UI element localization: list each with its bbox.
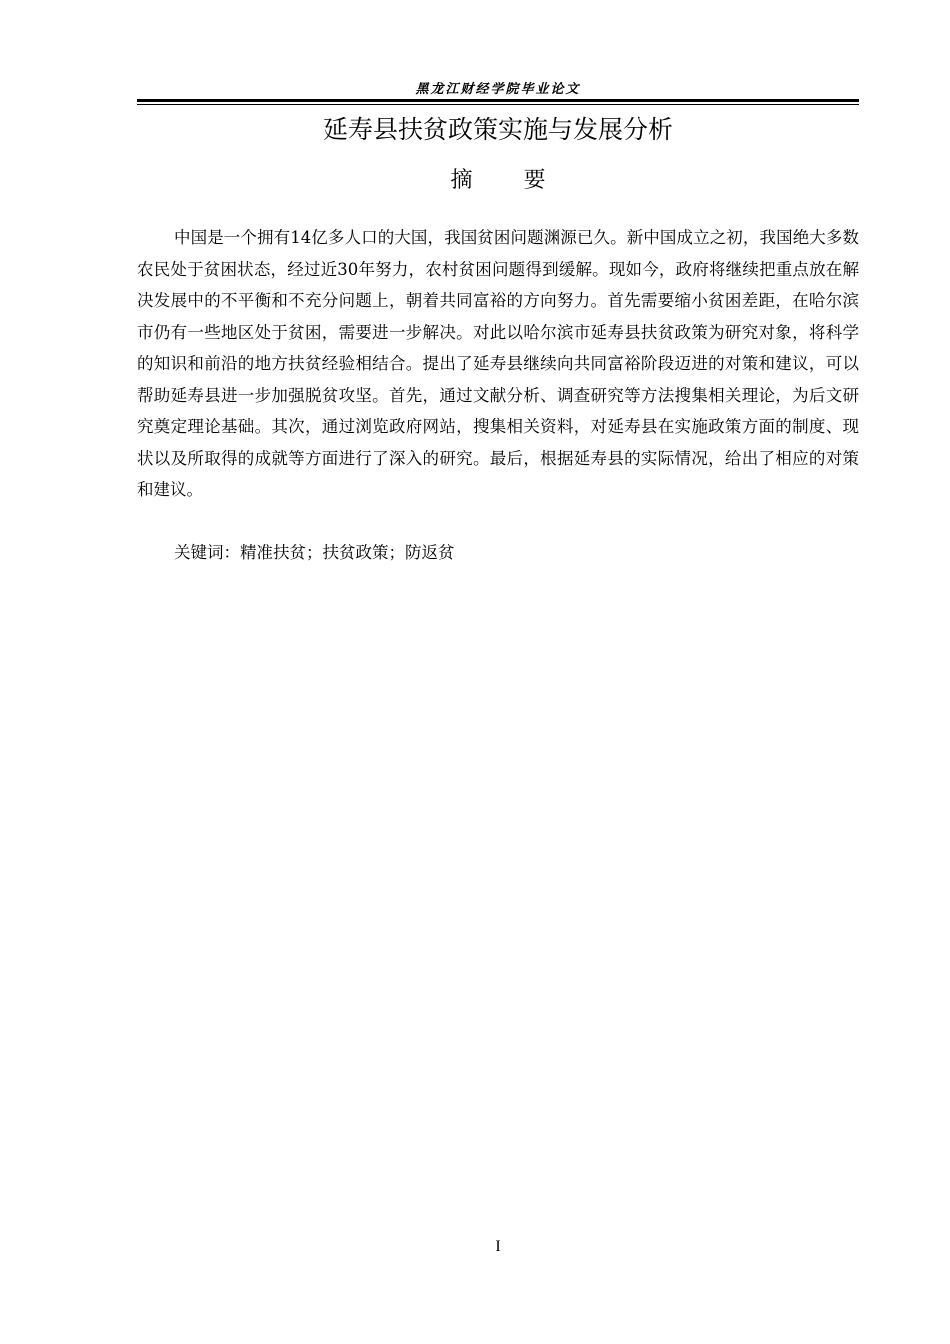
abstract-heading: 摘 要: [450, 168, 546, 193]
abstract-paragraph: 中国是一个拥有14亿多人口的大国，我国贫困问题渊源已久。新中国成立之初，我国绝大多数农民处于贫困状态，经过近30年努力，农村贫困问题得到缓解。现如今，政府将继续把重点放在解决发展中的不平衡和不充分问题上，朝着共同富裕的方向努力。首先需要缩小贫困差距，在哈尔滨市仍有一些地区处于贫困，需要进一步解决。对此以哈尔滨市延寿县扶贫政策为研究对象，将科学的知识和前沿的地方扶贫经验相结合。提出了延寿县继续向共同富裕阶段迈进的对策和建议，可以帮助延寿县进一步加强脱贫攻坚。首先，通过文献分析、调查研究等方法搜集相关理论，为后文研究奠定理论基础。其次，通过浏览政府网站，搜集相关资料，对延寿县在实施政策方面的制度、现状以及所取得的成就等方面进行了深入的研究。最后，根据延寿县的实际情况，给出了相应的对策和建议。: [137, 228, 859, 499]
keywords-text: 精准扶贫；扶贫政策；防返贫: [240, 543, 455, 562]
header-rule-thick: [137, 99, 859, 102]
header-rule-thin: [137, 104, 859, 105]
page-number: I: [495, 1238, 501, 1255]
keywords-line: [174, 539, 455, 567]
document-title: 延寿县扶贫政策实施与发展分析: [322, 115, 673, 144]
running-header: 黑龙江财经学院毕业论文: [415, 82, 581, 97]
keywords-label: 关键词：: [174, 543, 240, 562]
